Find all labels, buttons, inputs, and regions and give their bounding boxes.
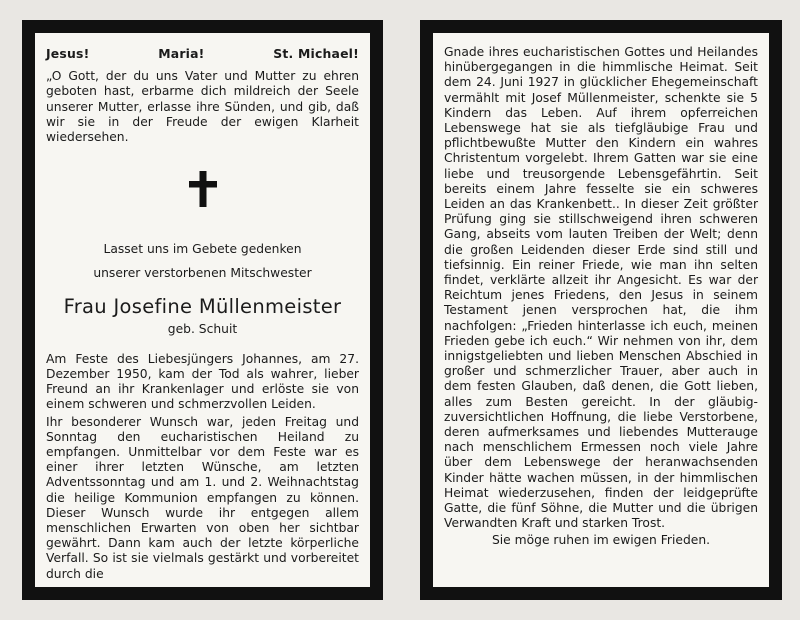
invitation-line-1: Lasset uns im Gebete gedenken	[103, 242, 302, 257]
invitation-line-2: unserer verstorbenen Mitschwester	[93, 266, 312, 281]
closing-line: Sie möge ruhen im ewigen Frieden.	[491, 532, 711, 547]
opening-prayer: „O Gott, der du uns Vater und Mutter zu ehren geboten hast, erbarme dich mildreich der Seele unserer Mutter, erlasse ihre Sünden, und gib, daß wir sie in der Freude der ewigen Klarheit wiedersehen.	[46, 69, 359, 145]
exclamation-st-michael: St. Michael!	[273, 46, 359, 61]
left-page-paper	[35, 33, 370, 587]
latin-cross-icon	[188, 171, 218, 207]
left-page-content	[46, 46, 359, 582]
exclamation-jesus: Jesus!	[46, 46, 90, 61]
exclamation-header	[46, 46, 359, 61]
exclamation-maria: Maria!	[158, 46, 205, 61]
wish-paragraph: Ihr besonderer Wunsch war, jeden Freitag und Sonntag den eucharistischen Heiland zu empfangen. Unmittelbar vor dem Feste war es einer ihrer letzten Wünsche, am letzten Adventssonntag und am 1. und 2. Weihnachtstag die heilige Kommunion empfangen zu können. Dieser Wunsch wurde ihr entgegen allem menschlichen Erwarten von oben her sichtbar gewährt. Dann kam auch der letzte körperliche Verfall. So ist sie vielmals gestärkt und vorbereitet durch die	[46, 414, 359, 581]
cross-container	[46, 171, 359, 209]
death-paragraph: Am Feste des Liebesjüngers Johannes, am 27. Dezember 1950, kam der Tod als wahrer, lieber Freund an ihr Krankenlager und erlöste sie von einem schweren und schmerzvollen Leiden.	[46, 351, 359, 412]
right-page-paper	[433, 33, 769, 587]
biography-text: Gnade ihres eucharistischen Gottes und Heilandes hinübergegangen in die himmlische Heimat. Seit dem 24. Juni 1927 in glücklicher Ehegemeinschaft vermählt mit Josef Müllenmeister, schenkte sie 5 Kindern das Leben. Auf ihrem opferreichen Lebenswege hat sie als tiefgläubige Frau und pflichtbewußte Mutter den Kindern ein wahres Christentum vorgelebt. Ihrem Gatten war sie eine liebe und treusorgende Lebensgefährtin. Seit bereits einem Jahre fesselte sie ein schweres Leiden an das Krankenbett.. In dieser Zeit größter Prüfung ging sie stillschweigend ihren schweren Gang, abseits vom lauten Treiben der Welt; denn die großen Leidenden dieser Erde sind still und tiefsinnig. Ein reiner Friede, wie man ihn selten findet, verklärte allzeit ihr Angesicht. Es war der Reichtum jenes Friedens, den Jesus in seinem Testament jenen versprochen hat, die ihm nachfolgen: „Frieden hinterlasse ich euch, meinen Frieden gebe ich euch.“ Wir nehmen von ihr, dem innigstgeliebten und lieben Menschen Abschied in großer und schmerzlicher Trauer, aber auch in dem festen Glauben, daß denen, die Gott lieben, alles zum Besten gereicht. In der gläubig-zuversichtlichen Hoffnung, die liebe Verstorbene, deren aufmerksames und liebendes Mutterauge nach menschlichem Ermessen noch viele Jahre über dem Lebenswege der heranwachsenden Kinder hätte wachen müssen, in der himmlischen Heimat wiederzusehen, finden der leidgeprüfte Gatte, die fünf Söhne, die Mutter und die übrigen Verwandten Kraft und starken Trost.	[444, 45, 758, 531]
left-memorial-page	[22, 20, 383, 600]
deceased-name: Frau Josefine Müllenmeister	[63, 294, 342, 318]
maiden-name: geb. Schuit	[167, 321, 238, 336]
right-page-content	[444, 45, 758, 548]
right-memorial-page	[420, 20, 782, 600]
